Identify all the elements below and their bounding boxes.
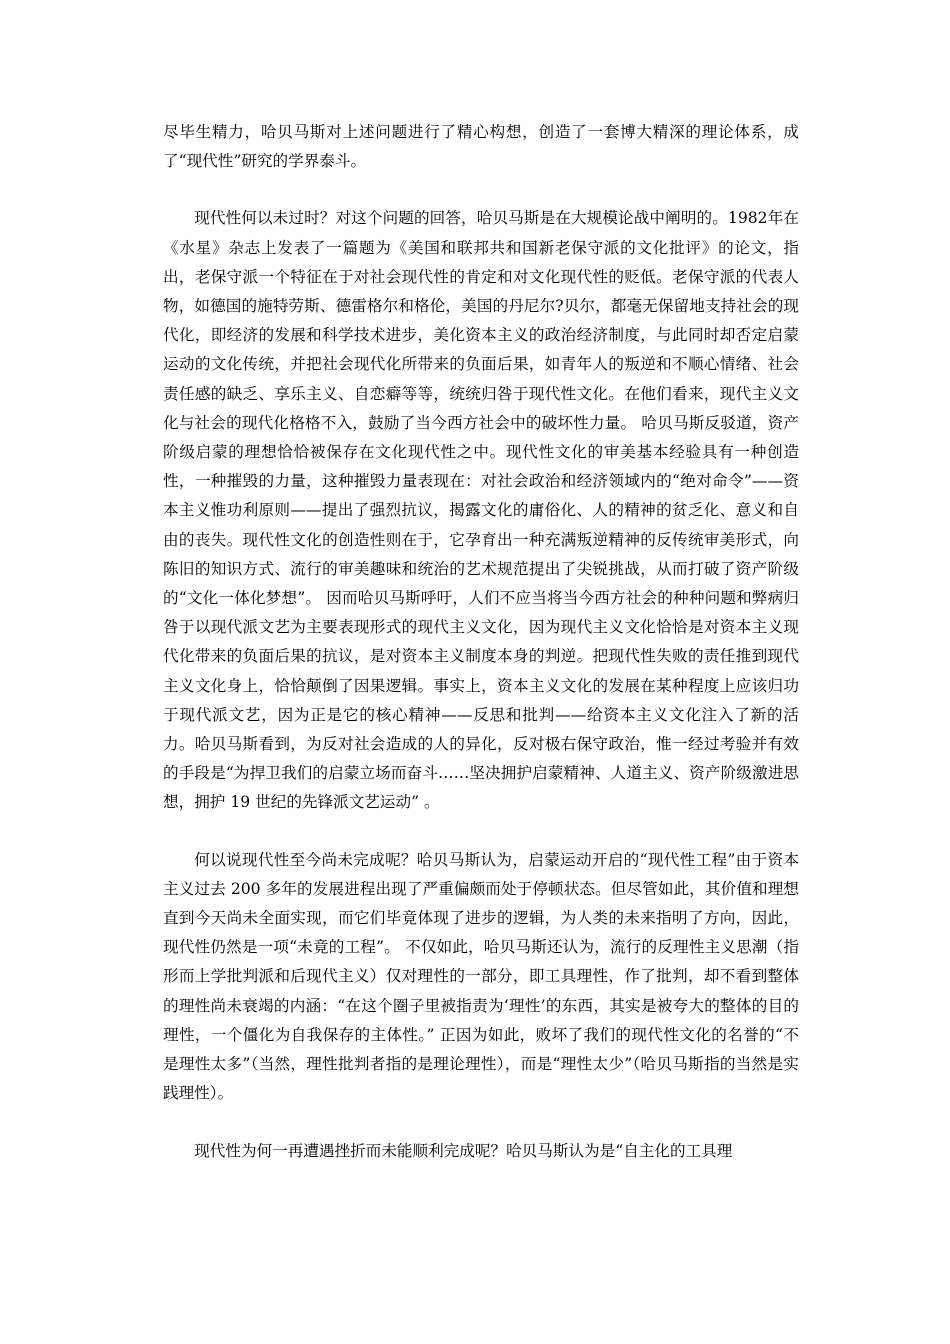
paragraph-3: 何以说现代性至今尚未完成呢？哈贝马斯认为，启蒙运动开启的“现代性工程”由于资本主义过去 200 多年的发展进程出现了严重偏颇而处于停顿状态。但尽管如此，其价值和理想直到今天尚未全面实现，而它们毕竟体现了进步的逻辑，为人类的未来指明了方向，因此，现代性仍然是一项“未竟的工程”。 不仅如此，哈贝马斯还认为，流行的反理性主义思潮（指形而上学批判派和后现代主义）仅对理性的一部分，即工具理性，作了批判，却不看到整体的理性尚未衰竭的内涵：“在这个圈子里被指责为‘理性’的东西，其实是被夸大的整体的目的理性，一个僵化为自我保存的主体性。” 正因为如此，败坏了我们的现代性文化的名誉的“不是理性太多”（当然，理性批判者指的是理论理性），而是“理性太少”（哈贝马斯指的当然是实践理性）。 [163, 850, 799, 1103]
paragraph-2: 现代性何以未过时？对这个问题的回答，哈贝马斯是在大规模论战中阐明的。1982年在《水星》杂志上发表了一篇题为《美国和联邦共和国新老保守派的文化批评》的论文，指出，老保守派一个特征在于对社会现代性的肯定和对文化现代性的贬低。老保守派的代表人物，如德国的施特劳斯、德雷格尔和格伦，美国的丹尼尔?贝尔，都毫无保留地支持社会的现代化，即经济的发展和科学技术进步，美化资本主义的政治经济制度，与此同时却否定启蒙运动的文化传统，并把社会现代化所带来的负面后果，如青年人的叛逆和不顺心情绪、社会责任感的缺乏、享乐主义、自恋癖等等，统统归咎于现代性文化。在他们看来，现代主义文化与社会的现代化格格不入，鼓励了当今西方社会中的破坏性力量。 哈贝马斯反驳道，资产阶级启蒙的理想恰恰被保存在文化现代性之中。现代性文化的审美基本经验具有一种创造性，一种摧毁的力量，这种摧毁力量表现在：对社会政治和经济领域内的“绝对命令”——资本主义惟功利原则——提出了强烈抗议，揭露文化的庸俗化、人的精神的贫乏化、意义和自由的丧失。现代性文化的创造性则在于，它孕育出一种充满叛逆精神的反传统审美形式，向陈旧的知识方式、流行的审美趣味和统治的艺术规范提出了尖锐挑战，从而打破了资产阶级的“文化一体化梦想”。 因而哈贝马斯呼吁，人们不应当将当今西方社会的种种问题和弊病归咎于以现代派文艺为主要表现形式的现代主义文化，因为现代主义文化恰恰是对资本主义现代化带来的负面后果的抗议，是对资本主义制度本身的判逆。把现代性失败的责任推到现代主义文化身上，恰恰颠倒了因果逻辑。事实上，资本主义文化的发展在某种程度上应该归功于现代派文艺，因为正是它的核心精神——反思和批判——给资本主义文化注入了新的活力。哈贝马斯看到，为反对社会造成的人的异化，反对极右保守政治，惟一经过考验并有效的手段是“为捍卫我们的启蒙立场而奋斗……坚决拥护启蒙精神、人道主义、资产阶级激进思想，拥护 19 世纪的先锋派文艺运动” 。 [163, 209, 799, 812]
document-body [163, 118, 799, 1166]
paragraph-1: 尽毕生精力，哈贝马斯对上述问题进行了精心构想，创造了一套博大精深的理论体系，成了“现代性”研究的学界泰斗。 [163, 123, 799, 171]
paragraph-4: 现代性为何一再遭遇挫折而未能顺利完成呢？哈贝马斯认为是“自主化的工具理 [194, 1141, 733, 1160]
